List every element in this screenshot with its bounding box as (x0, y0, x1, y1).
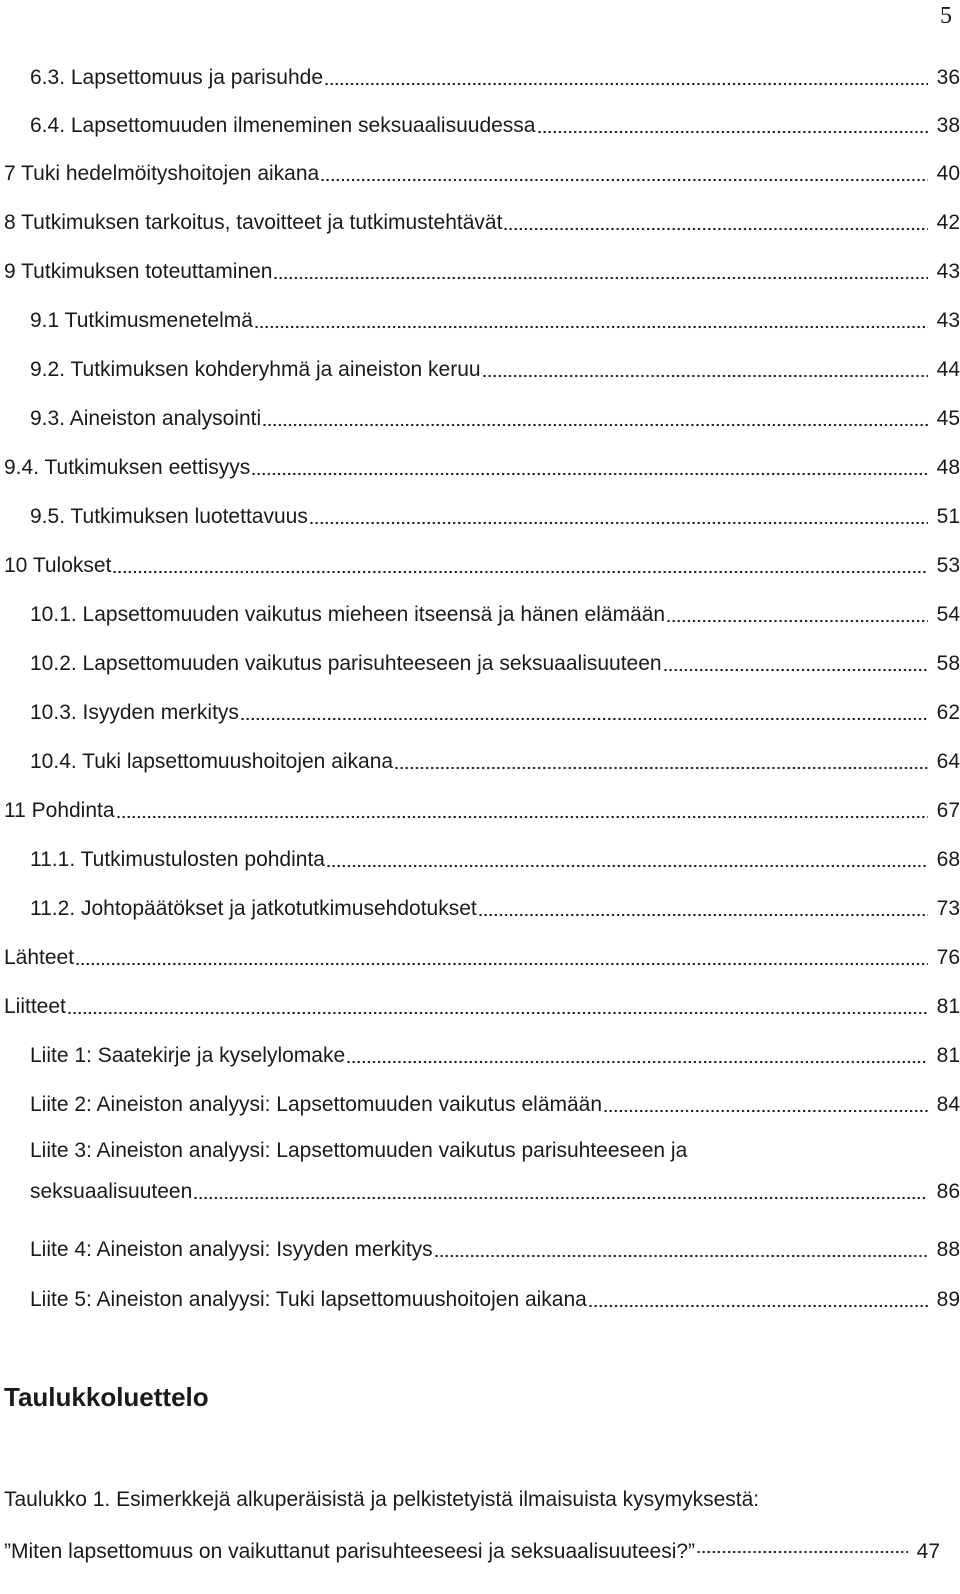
toc-entry-page: 88 (936, 1238, 960, 1261)
toc-entry-title: 9.3. Aineiston analysointi (30, 407, 262, 430)
toc-entry-title: 10.1. Lapsettomuuden vaikutus mieheen itseensä ja hänen elämään (30, 603, 666, 626)
dot-leader (112, 570, 928, 574)
dot-leader (603, 1109, 928, 1113)
dot-leader (273, 276, 928, 280)
list-of-tables-heading: Taulukkoluettelo (4, 1382, 209, 1412)
toc-entry[interactable] (0, 1036, 960, 1070)
dot-leader (482, 374, 928, 378)
dot-leader (254, 325, 928, 329)
toc-entry[interactable] (0, 301, 960, 335)
toc-entry-page: 58 (936, 652, 960, 675)
toc-entry-page: 42 (936, 211, 960, 234)
toc-entry-page: 73 (936, 897, 960, 920)
toc-entry[interactable] (0, 399, 960, 433)
toc-entry-title: 11 Pohdinta (4, 799, 115, 822)
toc-entry[interactable] (0, 1280, 960, 1314)
table-entry-continuation (4, 1526, 940, 1566)
dot-leader (193, 1196, 928, 1200)
toc-entry[interactable] (0, 497, 960, 531)
toc-entry-page: 36 (936, 66, 960, 89)
toc-entry[interactable] (0, 938, 960, 972)
toc-entry-title-continued: seksuaalisuuteen (30, 1180, 193, 1203)
dot-leader (324, 82, 928, 86)
toc-entry[interactable] (0, 1230, 960, 1264)
dot-leader (696, 1550, 908, 1554)
toc-entry-title: 9.5. Tutkimuksen luotettavuus (30, 505, 308, 528)
dot-leader (326, 864, 928, 868)
toc-entry-page: 62 (936, 701, 960, 724)
dot-leader (503, 227, 928, 231)
dot-leader (394, 766, 928, 770)
toc-entry[interactable] (0, 252, 960, 286)
dot-leader (588, 1304, 928, 1308)
toc-entry-title: 9 Tutkimuksen toteuttaminen (4, 260, 273, 283)
toc-entry-title: 9.1 Tutkimusmenetelmä (30, 309, 253, 332)
dot-leader (240, 717, 928, 721)
toc-entry-title: Liite 4: Aineiston analyysi: Isyyden merkitys (30, 1238, 433, 1261)
toc-entry-title: 10.3. Isyyden merkitys (30, 701, 239, 724)
toc-entry-title: Lähteet (4, 946, 75, 969)
toc-entry-title: 8 Tutkimuksen tarkoitus, tavoitteet ja tutkimustehtävät (4, 211, 503, 234)
toc-entry-title: Liite 3: Aineiston analyysi: Lapsettomuuden vaikutus parisuhteeseen ja (30, 1139, 688, 1162)
table-list-entry[interactable] (4, 1486, 940, 1566)
toc-entry-page: 40 (936, 162, 960, 185)
toc-entry[interactable] (0, 595, 960, 629)
toc-entry-title: 6.3. Lapsettomuus ja parisuhde (30, 66, 324, 89)
toc-entry[interactable] (0, 350, 960, 384)
toc-entry[interactable] (0, 106, 960, 140)
toc-entry[interactable] (0, 693, 960, 727)
dot-leader (262, 423, 928, 427)
toc-entry-continuation (30, 1172, 960, 1206)
toc-entry[interactable] (0, 987, 960, 1021)
table-entry-page: 47 (916, 1540, 940, 1563)
toc-entry-page: 68 (936, 848, 960, 871)
toc-entry-title: Liitteet (4, 995, 66, 1018)
dot-leader (75, 962, 928, 966)
toc-entry-title: 6.4. Lapsettomuuden ilmeneminen seksuaalisuudessa (30, 114, 536, 137)
toc-entry-page: 38 (936, 114, 960, 137)
page-number: 5 (940, 3, 952, 29)
toc-entry-page: 53 (936, 554, 960, 577)
toc-entry-page: 81 (936, 995, 960, 1018)
toc-entry[interactable] (0, 546, 960, 580)
toc-entry-title: 11.2. Johtopäätökset ja jatkotutkimusehdotukset (30, 897, 477, 920)
table-entry-title: Taulukko 1. Esimerkkejä alkuperäisistä ja pelkistetyistä ilmaisuista kysymyksestä: (4, 1488, 760, 1511)
dot-leader (320, 178, 928, 182)
toc-entry[interactable] (0, 154, 960, 188)
toc-entry[interactable] (0, 644, 960, 678)
toc-entry[interactable] (0, 203, 960, 237)
toc-entry-title: Liite 5: Aineiston analyysi: Tuki lapsettomuushoitojen aikana (30, 1288, 587, 1311)
dot-leader (666, 619, 928, 623)
dot-leader (663, 668, 928, 672)
toc-entry[interactable] (0, 1085, 960, 1119)
toc-entry-page: 89 (936, 1288, 960, 1311)
dot-leader (116, 815, 928, 819)
toc-entry[interactable] (0, 448, 960, 482)
toc-entry[interactable] (0, 889, 960, 923)
toc-entry-title: 10.2. Lapsettomuuden vaikutus parisuhteeseen ja seksuaalisuuteen (30, 652, 662, 675)
toc-entry-page: 64 (936, 750, 960, 773)
toc-entry-page: 86 (936, 1180, 960, 1203)
table-entry-title-continued: ”Miten lapsettomuus on vaikuttanut parisuhteeseesi ja seksuaalisuuteesi?” (4, 1540, 696, 1563)
dot-leader (251, 472, 928, 476)
toc-entry-title: Liite 1: Saatekirje ja kyselylomake (30, 1044, 346, 1067)
toc-entry-title: 11.1. Tutkimustulosten pohdinta (30, 848, 325, 871)
dot-leader (537, 130, 929, 134)
toc-entry-page: 45 (936, 407, 960, 430)
toc-entry-title: Liite 2: Aineiston analyysi: Lapsettomuuden vaikutus elämään (30, 1093, 603, 1116)
toc-entry-title: 9.4. Tutkimuksen eettisyys (4, 456, 251, 479)
toc-entry[interactable] (0, 791, 960, 825)
dot-leader (478, 913, 928, 917)
toc-entry-title: 9.2. Tutkimuksen kohderyhmä ja aineiston keruu (30, 358, 481, 381)
toc-entry[interactable] (0, 1136, 960, 1208)
toc-entry-page: 67 (936, 799, 960, 822)
toc-entry-page: 43 (936, 309, 960, 332)
toc-entry-title: 7 Tuki hedelmöityshoitojen aikana (4, 162, 320, 185)
toc-entry-page: 48 (936, 456, 960, 479)
toc-entry[interactable] (0, 58, 960, 92)
toc-entry-page: 54 (936, 603, 960, 626)
toc-entry-title: 10 Tulokset (4, 554, 112, 577)
toc-entry[interactable] (0, 742, 960, 776)
toc-entry-page: 76 (936, 946, 960, 969)
toc-entry-page: 84 (936, 1093, 960, 1116)
toc-entry-page: 44 (936, 358, 960, 381)
toc-entry-page: 51 (936, 505, 960, 528)
dot-leader (346, 1060, 928, 1064)
dot-leader (67, 1011, 928, 1015)
toc-entry[interactable] (0, 840, 960, 874)
dot-leader (434, 1254, 928, 1258)
dot-leader (309, 521, 928, 525)
toc-entry-page: 43 (936, 260, 960, 283)
toc-entry-page: 81 (936, 1044, 960, 1067)
toc-entry-title: 10.4. Tuki lapsettomuushoitojen aikana (30, 750, 394, 773)
